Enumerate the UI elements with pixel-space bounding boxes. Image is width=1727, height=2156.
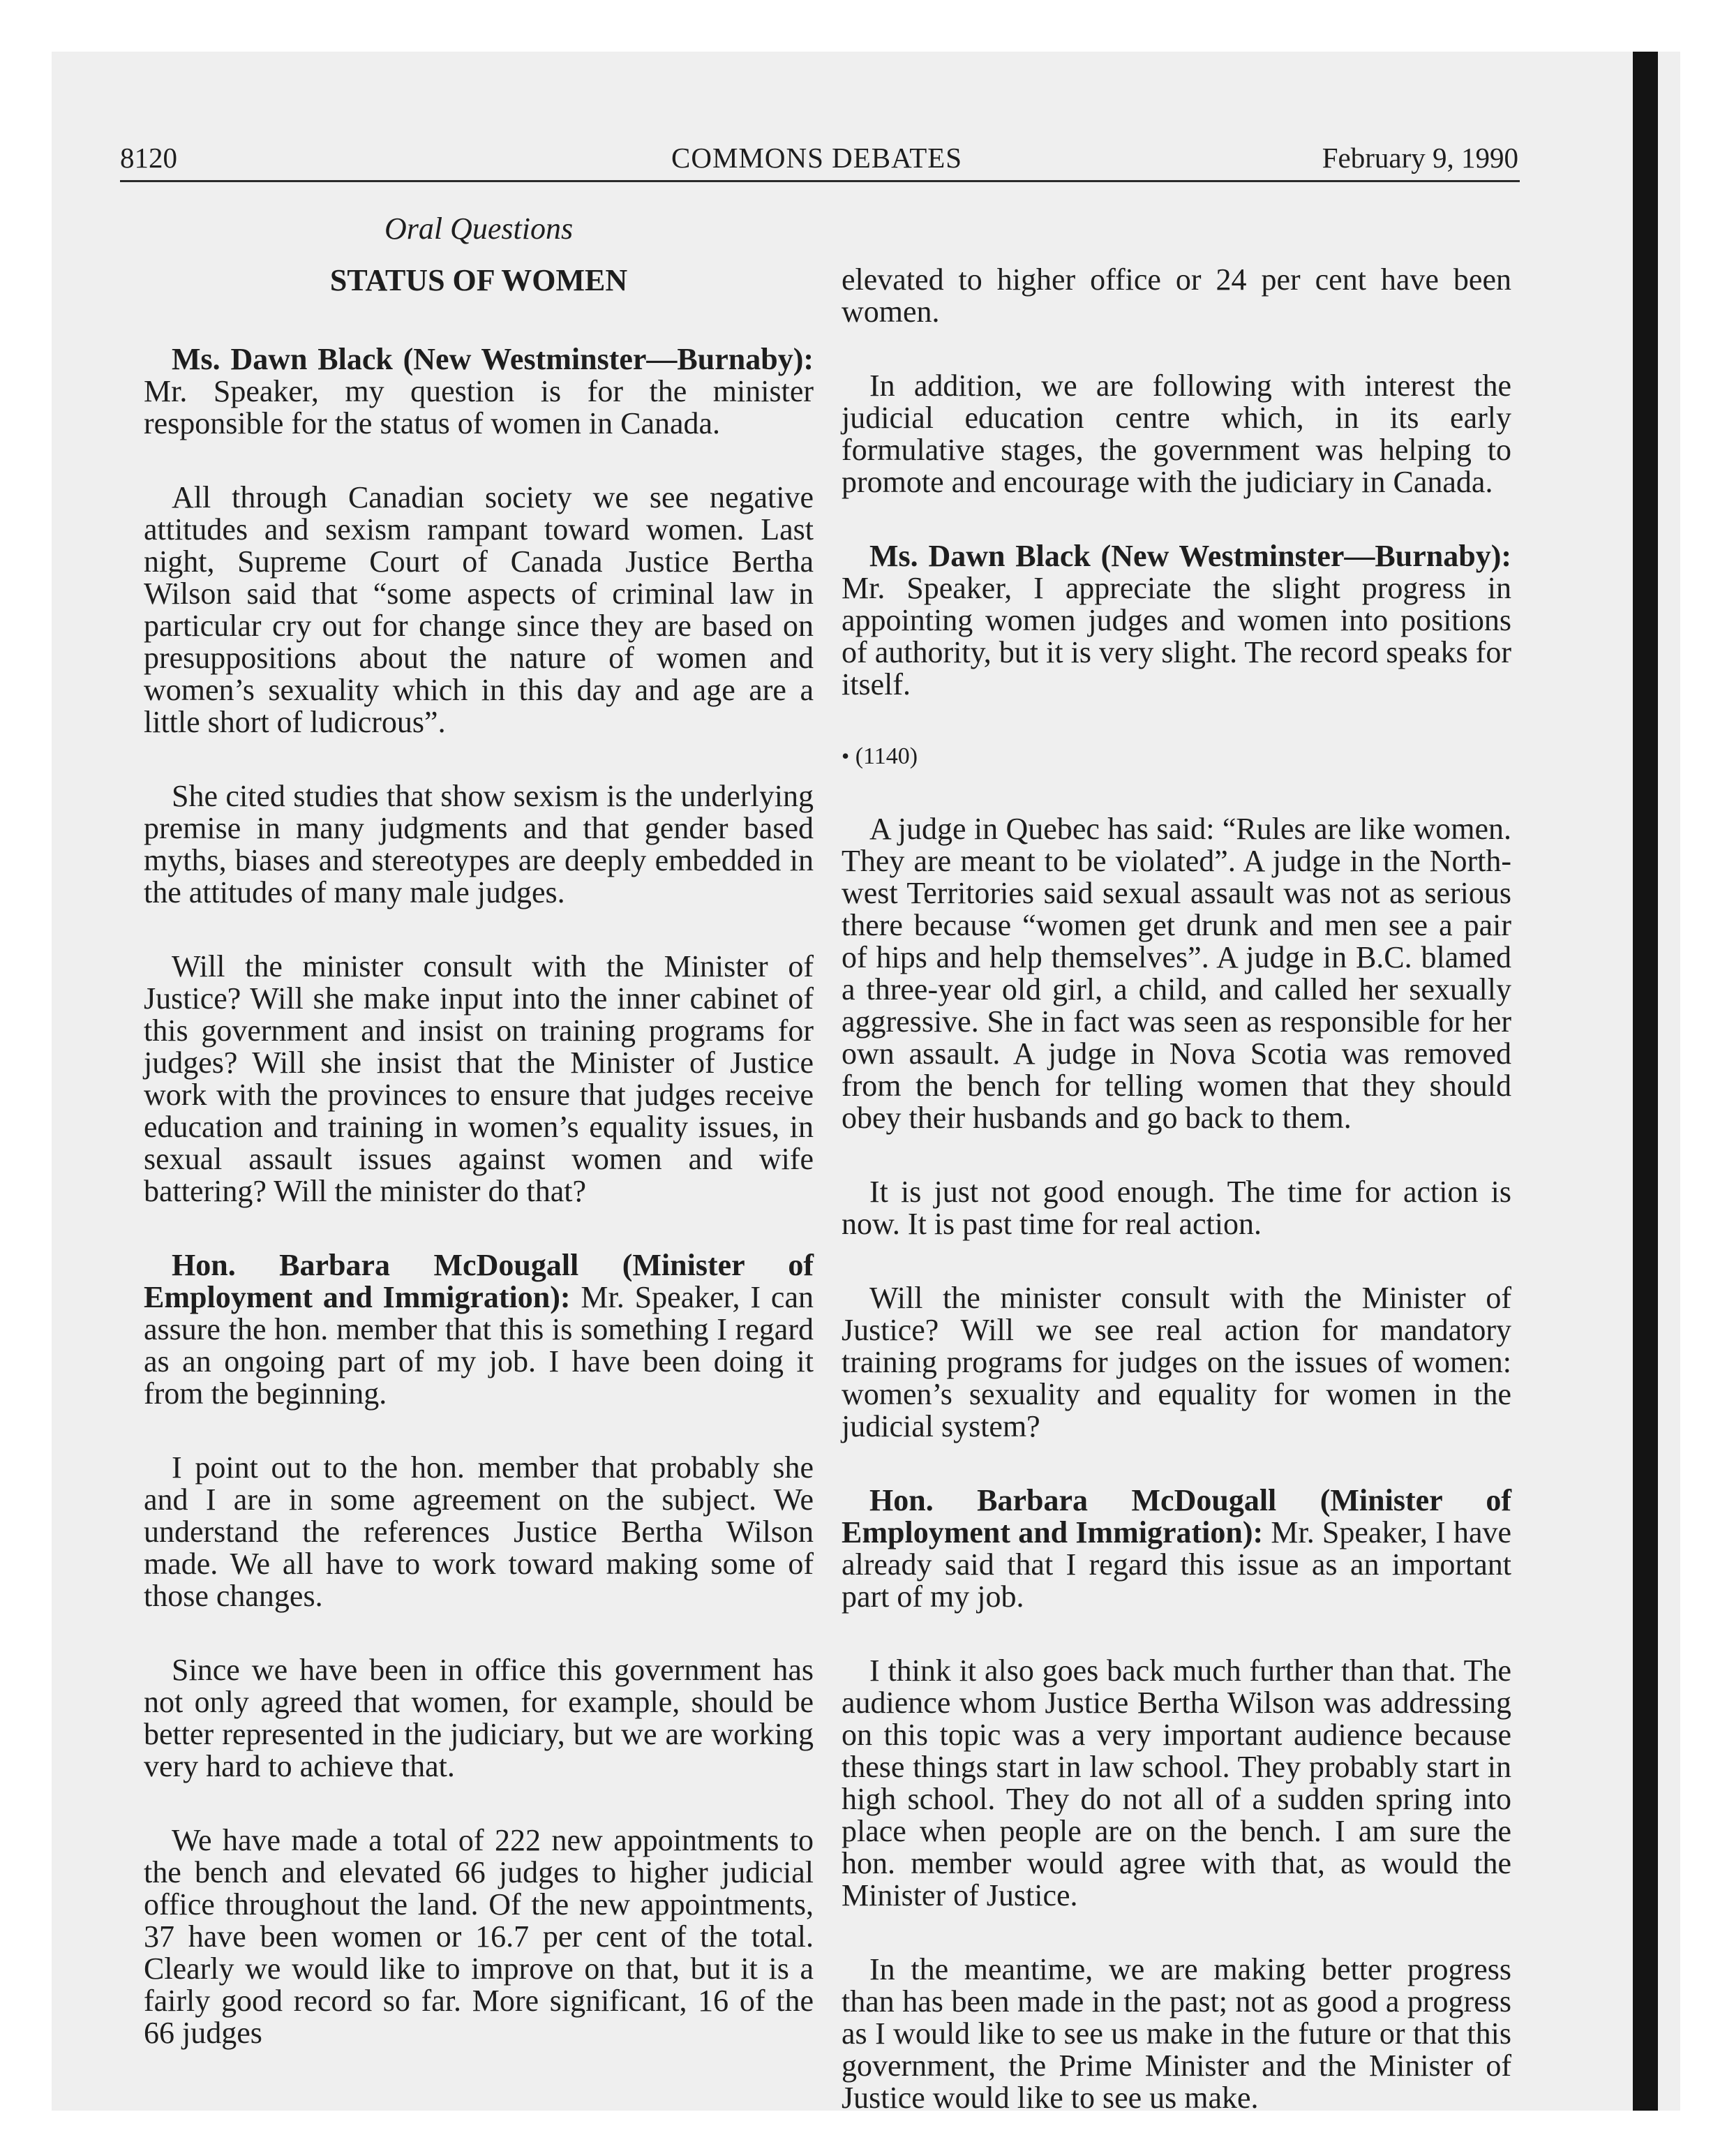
paragraph-text: Mr. Speaker, my question is for the minister responsible for the status of women in Canada. — [144, 374, 814, 440]
speaker-name: Hon. Barbara McDougall (Minister of Employment and Immigration): — [842, 1483, 1511, 1549]
paragraph: A judge in Quebec has said: “Rules are like women. They are meant to be violated”. A judge in the North-west Territories said sexual assault was not as serious there because “women get drunk and men see a pair of hips and help themselves”. A judge in B.C. blamed a three-year old girl, a child, and called her sexually aggressive. She in fact was seen as responsible for her own assault. A judge in Nova Scotia was removed from the bench for telling women that they should obey their husbands and go back to them. — [842, 812, 1511, 1135]
time-marker-text: (1140) — [855, 743, 918, 769]
speaker-name: Hon. Barbara McDougall (Minister of Employment and Immigration): — [144, 1248, 814, 1314]
continued-paragraph: elevated to higher office or 24 per cent have been women. — [842, 262, 1511, 329]
section-title: STATUS OF WOMEN — [329, 263, 628, 297]
paragraph: She cited studies that show sexism is the underlying premise in many judgments and that gender based myths, biases and stereotypes are deeply embedded in the attitudes of many male judges. — [144, 779, 814, 909]
speaker-name: Ms. Dawn Black (New Westminster—Burnaby): — [172, 342, 814, 376]
paragraph — [144, 1249, 814, 1410]
publication-date: February 9, 1990 — [1322, 142, 1518, 174]
paragraph: In addition, we are following with interest the judicial education centre which, in its early formulative stages, the government was helping to promote and encourage with the judiciary in Canada. — [842, 369, 1511, 499]
paragraph: I think it also goes back much further than that. The audience whom Justice Bertha Wilson was addressing on this topic was a very important audience because these things start in law school. They probably start in high school. They do not all of a sudden spring into place when people are on the bench. I am sure the hon. member would agree with that, as would the Minister of Justice. — [842, 1653, 1511, 1912]
paragraph: Will the minister consult with the Minister of Justice? Will she make input into the inner cabinet of this government and insist on training programs for judges? Will she insist that the Minister of Justice work with the provinces to ensure that judges receive education and training in women’s equality issues, in sexual assault issues against women and wife battering? Will the minister do that? — [144, 949, 814, 1208]
paragraph-text: Mr. Speaker, I can assure the hon. member that this is something I regard as an ongoing part of my job. I have been doing it from the beginning. — [144, 1280, 814, 1411]
paragraph: We have made a total of 222 new appointments to the bench and elevated 66 judges to higher judicial office throughout the land. Of the new appointments, 37 have been women or 16.7 per cent of the total. Clearly we would like to improve on that, but it is a fairly good record so far. More significant, 16 of the 66 judges — [144, 1823, 814, 2050]
bullet-icon: • — [842, 743, 850, 768]
left-column — [144, 213, 814, 2091]
paragraph: Will the minister consult with the Minister of Justice? Will we see real action for mandatory training programs for judges on the issues of women: women’s sexuality and equality for women in the judicial system? — [842, 1281, 1511, 1443]
paragraph-text: Mr. Speaker, I appreciate the slight progress in appointing women judges and women into positions of authority, but it is very slight. The record speaks for itself. — [842, 571, 1511, 701]
paragraph: Since we have been in office this government has not only agreed that women, for example, should be better represented in the judiciary, but we are working very hard to achieve that. — [144, 1653, 814, 1783]
paragraph: It is just not good enough. The time for action is now. It is past time for real action. — [842, 1175, 1511, 1241]
publication-title: COMMONS DEBATES — [671, 142, 963, 174]
paragraph: All through Canadian society we see negative attitudes and sexism rampant toward women. Last night, Supreme Court of Canada Justice Bertha Wilson said that “some aspects of criminal law in particular cry out for change since they are based on presuppositions about the nature of women and women’s sexuality which in this day and age are a little short of ludicrous”. — [144, 480, 814, 739]
page-number: 8120 — [120, 142, 177, 174]
paragraph — [842, 1485, 1511, 1613]
page-header — [120, 138, 1520, 182]
time-marker — [842, 740, 1511, 773]
right-column — [842, 264, 1511, 2156]
paragraph: In the meantime, we are making better progress than has been made in the past; not as good a progress as I would like to see us make in the future or that this government, the Prime Minister and the Minister of Justice would like to see us make. — [842, 1952, 1511, 2115]
scan-edge-shadow — [1633, 52, 1658, 2111]
paragraph-text: Mr. Speaker, I have already said that I regard this issue as an important part of my job. — [842, 1515, 1511, 1614]
speaker-name: Ms. Dawn Black (New Westminster—Burnaby): — [869, 539, 1511, 573]
section-label: Oral Questions — [384, 211, 574, 246]
paragraph — [144, 343, 814, 440]
paragraph: I point out to the hon. member that probably she and I are in some agreement on the subject. We understand the references Justice Bertha Wilson made. We all have to work toward making some of those changes. — [144, 1450, 814, 1613]
paragraph — [842, 540, 1511, 701]
